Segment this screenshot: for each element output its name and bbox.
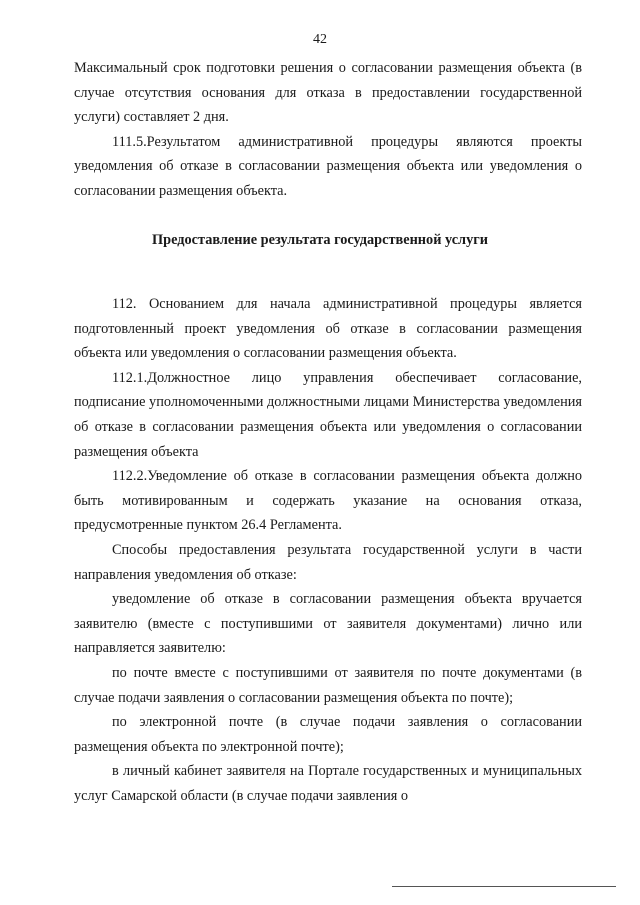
paragraph-methods: Способы предоставления результата государственной услуги в части направления уведомления об отказе:: [74, 541, 582, 583]
paragraph-handover: уведомление об отказе в согласовании размещения объекта вручается заявителю (вместе с поступившими от заявителя документами) лично или направляется заявителю:: [74, 591, 582, 657]
page-number: 42: [313, 32, 327, 47]
section-heading: Предоставление результата государственной услуги: [152, 232, 488, 248]
main-section: [74, 292, 582, 808]
paragraph-112-2: 112.2.Уведомление об отказе в согласовании размещения объекта должно быть мотивированным и содержать указание на основания отказа, предусмотренные пунктом 26.4 Регламента.: [74, 468, 582, 534]
paragraph-112-1: 112.1.Должностное лицо управления обеспечивает согласование, подписание уполномоченными должностными лицами Министерства уведомления об отказе в согласовании размещения объекта или уведомления о согласовании размещения объекта: [74, 369, 582, 460]
paragraph-112: 112. Основанием для начала административной процедуры является подготовленный проект уведомления об отказе в согласовании размещения объекта или уведомления о согласовании размещения объекта.: [74, 296, 582, 362]
paragraph-by-email: по электронной почте (в случае подачи заявления о согласовании размещения объекта по электронной почте);: [74, 714, 582, 755]
paragraph-portal: в личный кабинет заявителя на Портале государственных и муниципальных услуг Самарской области (в случае подачи заявления о: [74, 763, 582, 804]
paragraph-by-mail: по почте вместе с поступившими от заявителя по почте документами (в случае подачи заявления о согласовании размещения объекта по почте);: [74, 664, 582, 706]
footer-rule: [392, 886, 616, 887]
paragraph-max-term: Максимальный срок подготовки решения о согласовании размещения объекта (в случае отсутствия основания для отказа в предоставлении государственной услуги) составляет 2 дня.: [74, 60, 582, 126]
top-section: [74, 56, 582, 204]
paragraph-111-5: 111.5.Результатом административной процедуры являются проекты уведомления об отказе в согласовании размещения объекта или уведомления о согласовании размещения объекта.: [74, 133, 582, 199]
